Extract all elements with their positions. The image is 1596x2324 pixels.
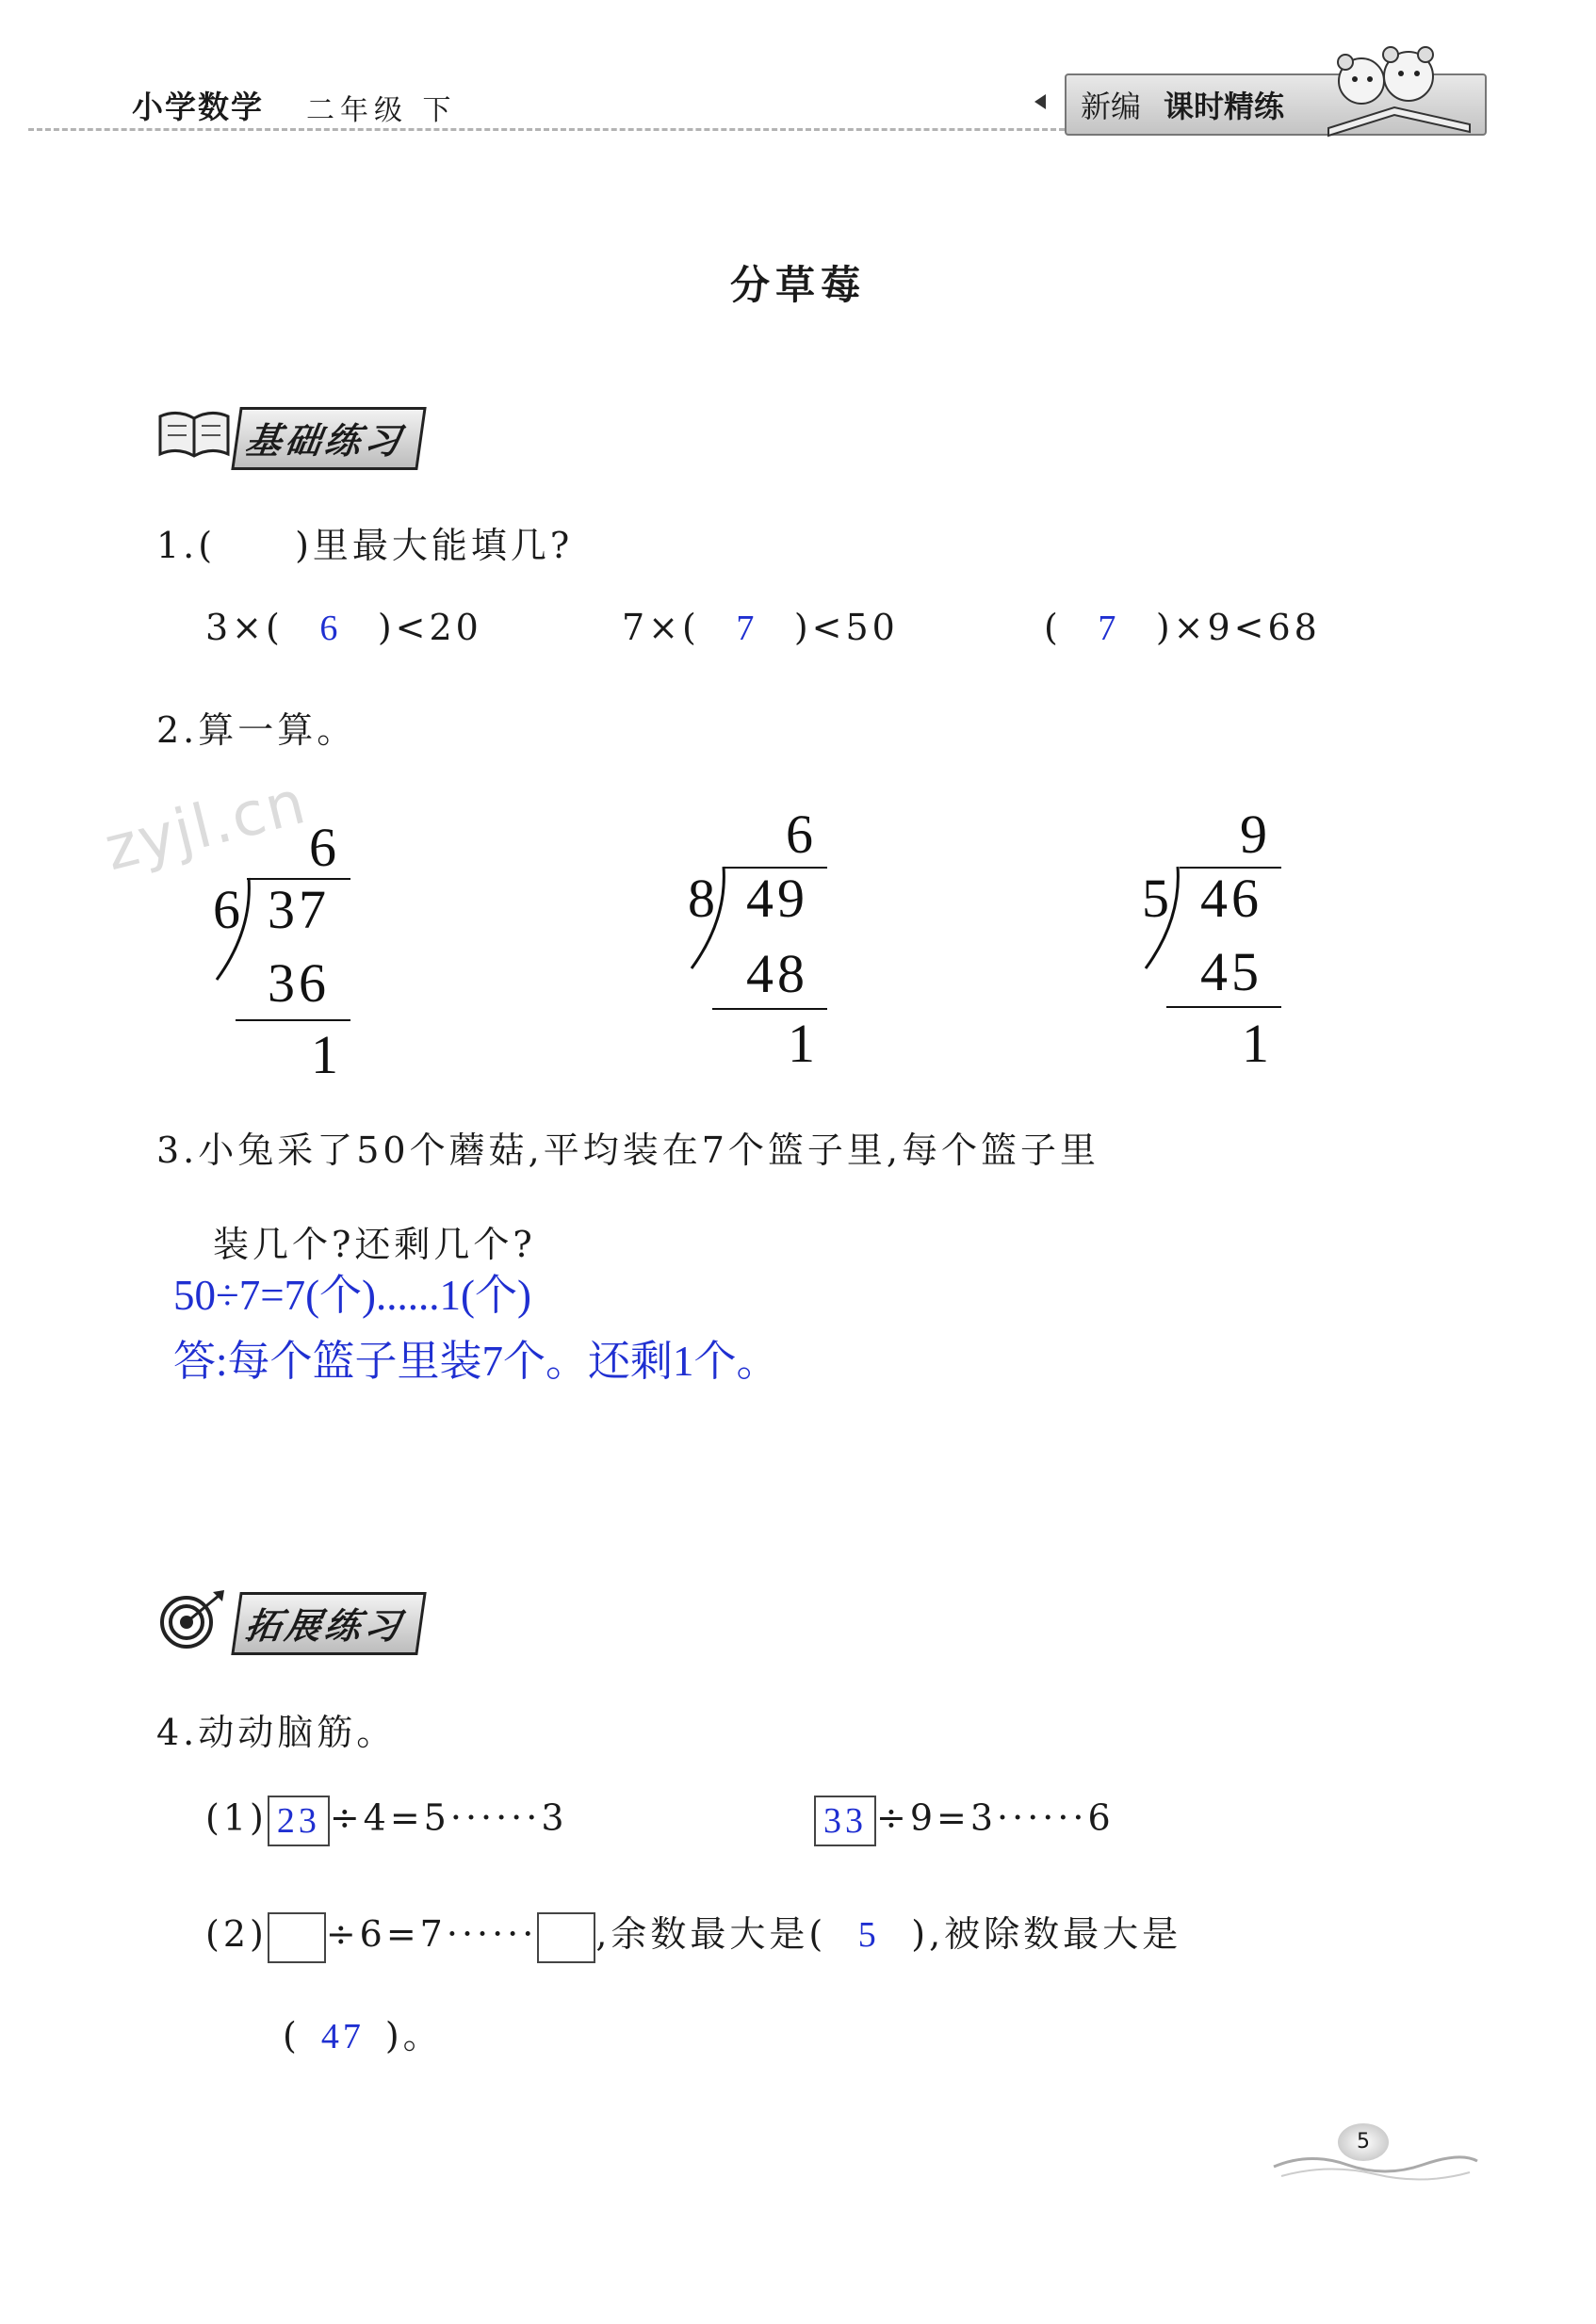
dividend: 37: [268, 879, 330, 940]
q1-answer-3: 7: [1098, 609, 1120, 648]
q1-item-1: 3×( 6 )<20: [205, 607, 482, 648]
q4-part1: (1) 23 ÷4=5······3: [205, 1796, 568, 1846]
product: 48: [746, 943, 808, 1004]
q3-answer-sentence: 答:每个篮子里装7个。还剩1个。: [173, 1338, 779, 1385]
q3-prompt-line1: 3.小兔采了50个蘑菇,平均装在7个篮子里,每个篮子里: [156, 1129, 1099, 1171]
watermark: zyjl.cn: [98, 767, 314, 886]
section-basic-practice: 基础练习: [231, 407, 426, 470]
q4-part2: (2) ÷6=7······ ,余数最大是( 5 ),被除数最大是: [205, 1905, 1181, 1963]
q1-item-3: ( 7 )×9<68: [1044, 607, 1321, 648]
q4-2-max-remainder: 5: [857, 1915, 880, 1955]
q3-answer-equation: 50÷7=7(个)......1(个): [173, 1272, 532, 1319]
q4-1a-answer-box: 23: [268, 1796, 330, 1846]
subtraction-line: [712, 1008, 827, 1010]
divisor: 5: [1142, 868, 1173, 929]
dividend: 46: [1200, 868, 1262, 929]
dividend: 49: [746, 868, 808, 929]
divisor: 6: [213, 879, 244, 940]
subtraction-line: [236, 1019, 350, 1021]
section-extended-practice: 拓展练习: [231, 1592, 426, 1655]
page-title: 分草莓: [729, 262, 866, 308]
open-book-icon: [156, 405, 232, 462]
q1-answer-1: 6: [319, 609, 342, 648]
quotient: 9: [1240, 804, 1271, 865]
division-bracket: [1140, 863, 1187, 974]
q4-2-remainder-box: [537, 1912, 595, 1963]
q1-item-2: 7×( 7 )<50: [622, 607, 899, 648]
page-number: 5: [1338, 2123, 1389, 2161]
q2-prompt: 2.算一算。: [156, 709, 357, 751]
header-series-part2: 课时精练: [1164, 89, 1285, 124]
header-subject: 小学数学: [132, 89, 264, 125]
division-bracket: [211, 874, 258, 985]
product: 36: [268, 952, 330, 1014]
remainder: 1: [1242, 1013, 1273, 1074]
remainder: 1: [311, 1024, 342, 1085]
quotient: 6: [786, 804, 817, 865]
q1-prompt: 1.( )里最大能填几?: [156, 525, 574, 566]
division-bracket: [686, 863, 733, 974]
header-arrow-icon: [1034, 94, 1046, 109]
bear-mascot-icon: [1319, 34, 1479, 139]
header-series-part1: 新编: [1081, 89, 1142, 124]
divisor: 8: [688, 868, 719, 929]
quotient: 6: [309, 817, 340, 878]
q4-2-dividend-box: [268, 1912, 326, 1963]
q4-part2-line2: ( 47 )。: [283, 2015, 443, 2056]
q4-1b-answer-box: 33: [814, 1796, 876, 1846]
header-divider: [28, 128, 1065, 131]
q4-part1-b: 33 ÷9=3······6: [814, 1796, 1115, 1846]
subtraction-line: [1166, 1006, 1281, 1008]
product: 45: [1200, 941, 1262, 1002]
q4-prompt: 4.动动脑筋。: [156, 1712, 397, 1753]
q3-prompt-line2: 装几个?还剩几个?: [213, 1224, 536, 1265]
header-grade: 二年级 下: [306, 94, 457, 127]
q1-answer-2: 7: [736, 609, 758, 648]
q4-2-max-dividend: 47: [320, 2017, 365, 2056]
target-icon: [156, 1588, 228, 1650]
remainder: 1: [788, 1013, 819, 1074]
